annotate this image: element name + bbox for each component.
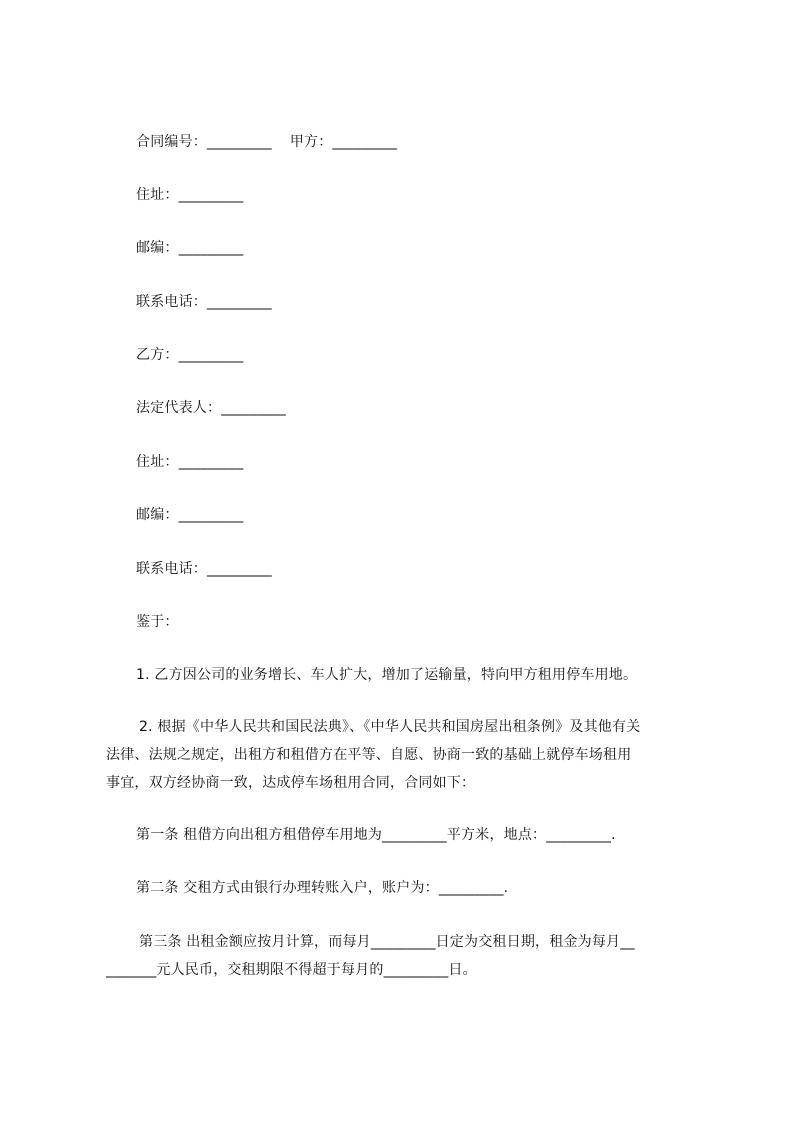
party-a-phone-field: 联系电话：_________ xyxy=(136,294,272,310)
header-line xyxy=(136,132,397,152)
recital-2-line-1: 2. 根据《中华人民共和国民法典》、《中华人民共和国房屋出租条例》及其他有关 xyxy=(139,719,641,735)
recital-2-line-3: 事宜，双方经协商一致，达成停车场租用合同，合同如下： xyxy=(106,775,476,791)
party-b-postcode-field: 邮编：_________ xyxy=(136,507,244,523)
article-2: 第二条 交租方式由银行办理转账入户，账户为：_________. xyxy=(136,880,509,896)
party-b-field: 乙方：_________ xyxy=(136,347,244,363)
party-b-address-field: 住址：_________ xyxy=(136,454,244,470)
recital-1: 1. 乙方因公司的业务增长、车人扩大，增加了运输量，特向甲方租用停车用地。 xyxy=(136,667,638,683)
party-a-address-field: 住址：_________ xyxy=(136,187,244,203)
party-a-postcode-field: 邮编：_________ xyxy=(136,240,244,256)
article-1: 第一条 租借方向出租方租借停车用地为_________平方米，地点：_________. xyxy=(136,827,616,843)
party-a-field: 甲方：_________ xyxy=(289,134,398,150)
party-b-legal-rep-field: 法定代表人：_________ xyxy=(136,400,286,416)
article-3-line-2: _______元人民币，交租期限不得超于每月的_________日。 xyxy=(106,962,477,978)
whereas-heading: 鉴于： xyxy=(136,614,179,630)
recital-2-line-2: 法律、法规之规定，出租方和租借方在平等、自愿、协商一致的基础上就停车场租用 xyxy=(106,747,632,763)
party-b-phone-field: 联系电话：_________ xyxy=(136,561,272,577)
contract-number-field: 合同编号：_________ xyxy=(136,134,272,150)
article-3-line-1: 第三条 出租金额应按月计算，而每月_________日定为交租日期，租金为每月__ xyxy=(139,934,635,950)
